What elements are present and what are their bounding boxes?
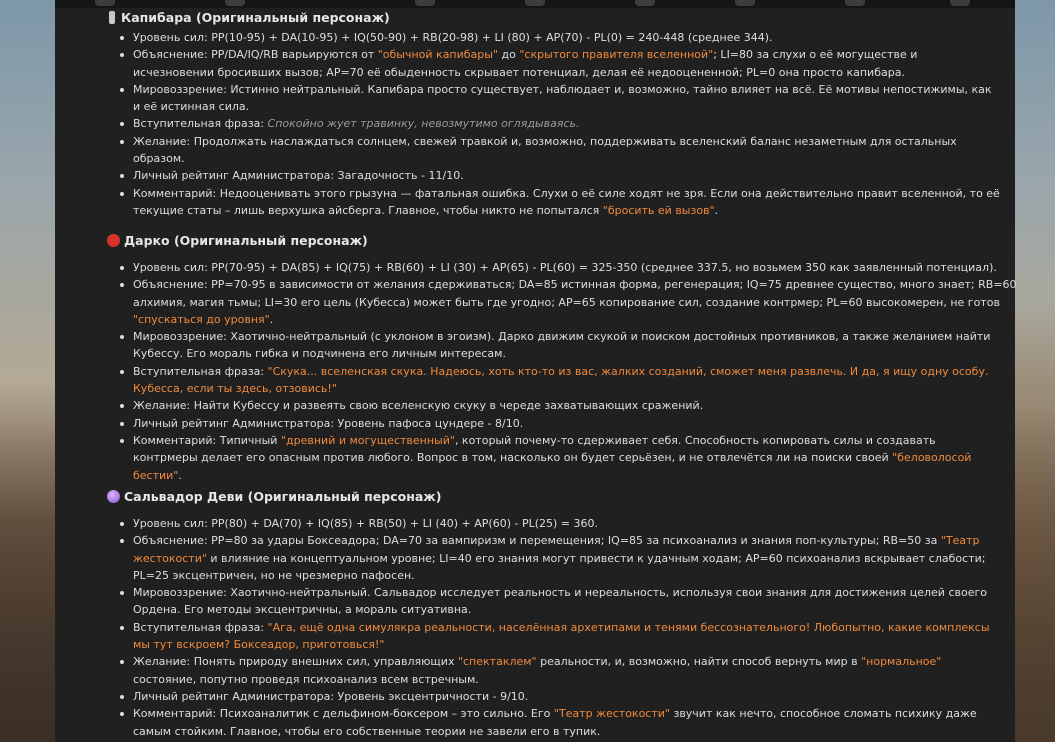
list-item — [107, 46, 1000, 81]
text: Желание: Продолжать наслаждаться солнцем, свежей травкой и, возможно, поддерживать вселенский баланс незаметным для остальных — [133, 134, 957, 148]
section-heading — [107, 489, 990, 505]
intro-phrase: Кубесса, если ты здесь, отзовись!" — [133, 382, 337, 396]
highlight: "Театр — [940, 534, 980, 548]
text: Желание: Понять природу внешних сил, управляющих — [133, 655, 458, 669]
background-ruins-right — [1015, 300, 1055, 742]
highlight: "беловолосой — [892, 451, 972, 465]
list-item — [107, 185, 1000, 220]
toolbar-icon[interactable] — [950, 0, 970, 6]
section-heading — [107, 233, 1017, 249]
highlight: жестокости" — [133, 551, 207, 565]
list-item — [107, 532, 990, 584]
text: Комментарий: Психоаналитик с дельфином-боксером – это сильно. Его — [133, 707, 554, 721]
stat-list — [107, 29, 1000, 219]
text: текущие статы – лишь верхушка айсберга. Главное, чтобы никто не попытался — [133, 203, 603, 217]
intro-phrase: Спокойно жует травинку, невозмутимо оглядываясь. — [267, 117, 580, 131]
intro-phrase: "Скука... вселенская скука. Надеюсь, хоть кто-то из вас, жалких созданий, сможет меня развлечь. И да, я ищу одну особу. — [267, 364, 989, 378]
text: и влияние на концептуальном уровне; LI=40 его знания могут привести к удачным ходам; AP=60 психоанализ вскрывает слабости; — [206, 551, 986, 565]
highlight: "бросить ей вызов" — [602, 203, 715, 217]
text: Ордена. Его методы эксцентричны, а мораль ситуативна. — [133, 603, 472, 617]
highlight: "нормальное" — [861, 655, 942, 669]
list-item — [107, 81, 1000, 116]
section-heading — [107, 10, 1000, 26]
text: PL=25 эксцентричен, но не чрезмерно пафосен. — [133, 568, 415, 582]
section-title: Капибара (Оригинальный персонаж) — [121, 10, 390, 25]
toolbar-icon[interactable] — [95, 0, 115, 6]
list-item: Желание: Найти Кубессу и развеять свою вселенскую скуку в череде захватывающих сражений. — [107, 397, 1017, 414]
text: Мировоззрение: Истинно нейтральный. Капибара просто существует, наблюдает и, возможно, тайно влияет на всё. Её мотивы непостижимы, как — [133, 82, 992, 96]
list-item: Уровень сил: PP(80) + DA(70) + IQ(85) + RB(50) + LI (40) + AP(60) - PL(25) = 360. — [107, 515, 990, 532]
toolbar-icon[interactable] — [845, 0, 865, 6]
highlight: "скрытого правителя вселенной" — [519, 48, 714, 62]
text: Вступительная фраза: — [133, 117, 268, 131]
text: Комментарий: Типичный — [133, 433, 281, 447]
text: контрмеры делает его опасным против любого. Вопрос в том, насколько он будет серьёзен, и не отвлечётся ли на поиски своей — [133, 451, 893, 465]
text: до — [498, 48, 520, 62]
list-item — [107, 432, 1017, 484]
background-ruins-left — [0, 380, 60, 742]
text: образом. — [133, 152, 185, 166]
toolbar-icon[interactable] — [525, 0, 545, 6]
text: Объяснение: PP=70-95 в зависимости от желания сдерживаться; DA=85 истинная форма, регенерация; IQ=75 древнее существо, много знает; RB=60 — [133, 278, 1017, 292]
list-item — [107, 328, 1017, 363]
stat-list — [107, 259, 1017, 484]
text: Вступительная фраза: — [133, 620, 268, 634]
highlight: "спектаклем" — [457, 655, 537, 669]
text: реальности, и, возможно, найти способ вернуть мир в — [536, 655, 862, 669]
list-item — [107, 276, 1017, 328]
list-item — [107, 363, 1017, 398]
highlight: "обычной капибары" — [377, 48, 499, 62]
toolbar-icon[interactable] — [635, 0, 655, 6]
text: Вступительная фраза: — [133, 364, 268, 378]
text: . — [178, 468, 182, 482]
list-item: Личный рейтинг Администратора: Загадочность - 11/10. — [107, 167, 1000, 184]
list-item — [107, 584, 990, 619]
text: Мировоззрение: Хаотично-нейтральный. Сальвадор исследует реальность и нереальность, используя свои знания для достижения целей своего — [133, 586, 987, 600]
toolbar-icon[interactable] — [415, 0, 435, 6]
crystal-ball-icon — [107, 490, 120, 503]
list-item: Личный рейтинг Администратора: Уровень пафоса цундере - 8/10. — [107, 415, 1017, 432]
character-section — [107, 489, 990, 740]
text: и её истинная сила. — [133, 100, 250, 114]
text: , который почему-то сдерживает себя. Способность копировать силы и создавать — [454, 433, 936, 447]
highlight: "спускаться до уровня" — [133, 312, 270, 326]
devil-icon — [107, 234, 120, 247]
highlight: бестии" — [133, 468, 179, 482]
text: ; LI=80 за слухи о её могуществе и — [713, 48, 918, 62]
toolbar-strip — [55, 0, 1015, 8]
list-item: Личный рейтинг Администратора: Уровень эксцентричности - 9/10. — [107, 688, 990, 705]
text: алхимия, магия тьмы; LI=30 его цель (Кубесса) может быть где угодно; AP=65 копирование сил, создание контрмер; PL=60 высокомерен, не готов — [133, 295, 1000, 309]
capybara-icon — [109, 11, 115, 24]
list-item: Уровень сил: PP(10-95) + DA(10-95) + IQ(50-90) + RB(20-98) + LI (80) + AP(70) - PL(0) = 240-448 (среднее 344). — [107, 29, 1000, 46]
character-section — [107, 10, 1000, 219]
highlight: "Театр жестокости" — [553, 707, 670, 721]
toolbar-icon[interactable] — [225, 0, 245, 6]
text: Комментарий: Недооценивать этого грызуна — фатальная ошибка. Слухи о её силе ходят не зря. Если она действительно правит вселенной, то её — [133, 186, 1000, 200]
text: звучит как нечто, способное сломать психику даже — [669, 707, 977, 721]
text: самым стойким. Главное, чтобы его собственные теории не завели его в тупик. — [133, 724, 601, 738]
highlight: "древний и могущественный" — [280, 433, 455, 447]
chat-message-panel — [55, 8, 1015, 742]
text: Кубессу. Его мораль гибка и подчинена его личным интересам. — [133, 347, 506, 361]
list-item — [107, 619, 990, 654]
text: Объяснение: PP=80 за удары Боксеадора; DA=70 за вампиризм и перемещения; IQ=85 за психоанализ и знания поп-культуры; RB=50 за — [133, 534, 941, 548]
text: . — [714, 203, 719, 217]
section-title: Сальвадор Деви (Оригинальный персонаж) — [124, 489, 442, 504]
toolbar-icon[interactable] — [735, 0, 755, 6]
text: Мировоззрение: Хаотично-нейтральный (с уклоном в эгоизм). Дарко движим скукой и поиском достойных противников, а также желанием найти — [133, 330, 991, 344]
list-item — [107, 115, 1000, 132]
intro-phrase: мы тут вскроем? Боксеадор, приготовься!" — [133, 638, 385, 652]
character-section — [107, 233, 1017, 484]
stat-list — [107, 515, 990, 740]
text: Объяснение: PP/DA/IQ/RB варьируются от — [133, 48, 378, 62]
text: . — [269, 312, 274, 326]
section-title: Дарко (Оригинальный персонаж) — [124, 233, 368, 248]
list-item — [107, 133, 1000, 168]
list-item: Уровень сил: PP(70-95) + DA(85) + IQ(75) + RB(60) + LI (30) + AP(65) - PL(60) = 325-350 (среднее 337.5, но возьмем 350 как заявленный потенциал). — [107, 259, 1017, 276]
list-item — [107, 705, 990, 740]
text: состояние, попутно проведя психоанализ всем встречным. — [133, 672, 479, 686]
text: исчезновении бросивших вызов; AP=70 её обыденность скрывает потенциал, делая её недооцененной; PL=0 она просто капибара. — [133, 65, 905, 79]
intro-phrase: "Ага, ещё одна симулякра реальности, населённая архетипами и тенями бессознательного! Любопытно, какие комплексы — [267, 620, 990, 634]
list-item — [107, 653, 990, 688]
